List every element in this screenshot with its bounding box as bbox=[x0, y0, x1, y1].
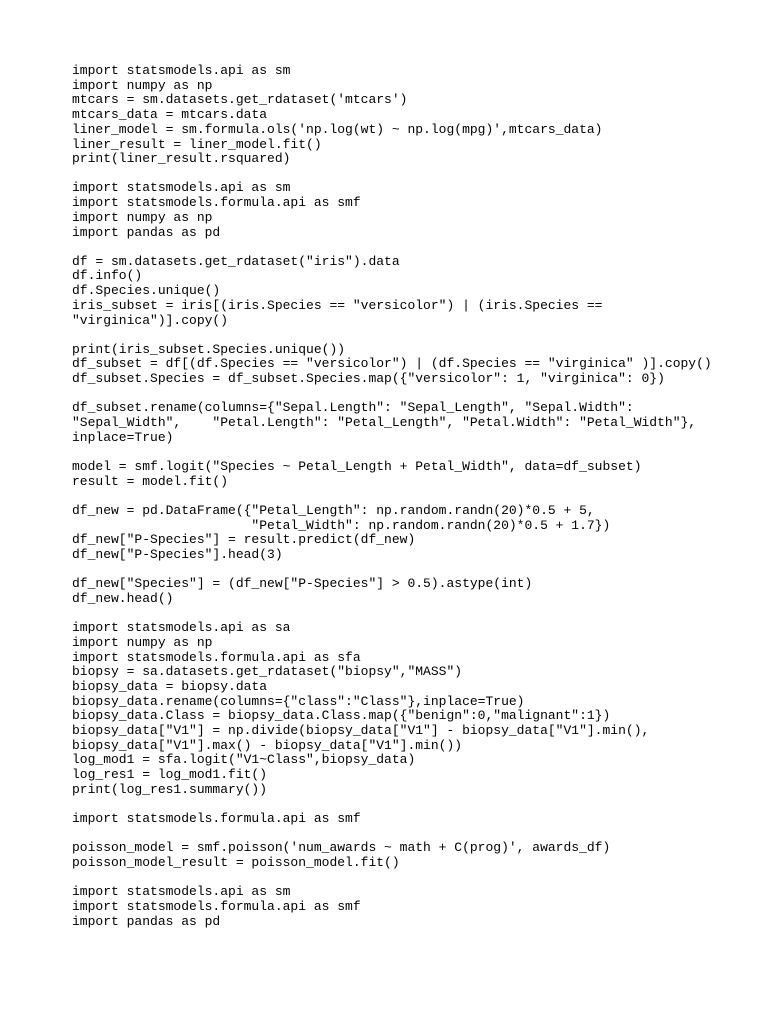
code-line: biopsy_data["V1"] = np.divide(biopsy_data["V1"] - biopsy_data["V1"].min(), bbox=[72, 723, 650, 739]
code-block-predict bbox=[72, 504, 752, 563]
code-block-threshold bbox=[72, 577, 752, 606]
code-line: df_new["Species"] = (df_new["P-Species"] > 0.5).astype(int) bbox=[72, 576, 533, 592]
code-line: import pandas as pd bbox=[72, 224, 221, 240]
code-line: df.info() bbox=[72, 268, 143, 284]
code-line: import statsmodels.api as sm bbox=[72, 884, 291, 900]
code-line: import statsmodels.api as sa bbox=[72, 620, 291, 636]
code-block-rename bbox=[72, 401, 752, 445]
code-line: print(liner_result.rsquared) bbox=[72, 151, 291, 167]
code-line: import statsmodels.formula.api as sfa bbox=[72, 649, 361, 665]
code-line: df_subset.Species = df_subset.Species.map({"versicolor": 1, "virginica": 0}) bbox=[72, 371, 665, 387]
code-line: biopsy_data = biopsy.data bbox=[72, 678, 268, 694]
code-line: df_subset.rename(columns={"Sepal.Length": "Sepal_Length", "Sepal.Width": bbox=[72, 400, 634, 416]
code-line: import statsmodels.formula.api as smf bbox=[72, 811, 361, 827]
code-line: df_subset = df[(df.Species == "versicolor") | (df.Species == "virginica" )].copy() bbox=[72, 356, 712, 372]
code-line: df = sm.datasets.get_rdataset("iris").data bbox=[72, 253, 400, 269]
code-line: import statsmodels.formula.api as smf bbox=[72, 898, 361, 914]
code-line: print(log_res1.summary()) bbox=[72, 781, 268, 797]
code-block-iris-load bbox=[72, 255, 752, 329]
code-line: mtcars = sm.datasets.get_rdataset('mtcars') bbox=[72, 92, 408, 108]
code-line: biopsy_data.rename(columns={"class":"Class"},inplace=True) bbox=[72, 693, 525, 709]
code-line: df_new["P-Species"] = result.predict(df_new) bbox=[72, 532, 416, 548]
code-line: df_new = pd.DataFrame({"Petal_Length": np.random.randn(20)*0.5 + 5, bbox=[72, 502, 595, 518]
code-line: biopsy_data.Class = biopsy_data.Class.map({"benign":0,"malignant":1}) bbox=[72, 708, 611, 724]
code-line: biopsy = sa.datasets.get_rdataset("biopsy","MASS") bbox=[72, 664, 463, 680]
code-block-mtcars-ols bbox=[72, 64, 752, 167]
code-line: import statsmodels.api as sm bbox=[72, 180, 291, 196]
code-line: df_new.head() bbox=[72, 590, 174, 606]
code-line: result = model.fit() bbox=[72, 473, 229, 489]
code-line: model = smf.logit("Species ~ Petal_Length + Petal_Width", data=df_subset) bbox=[72, 458, 642, 474]
code-document bbox=[72, 64, 752, 944]
code-line: biopsy_data["V1"].max() - biopsy_data["V1"].min()) bbox=[72, 737, 463, 753]
code-block-biopsy bbox=[72, 621, 752, 797]
code-line: df.Species.unique() bbox=[72, 283, 221, 299]
code-line: "Petal_Width": np.random.randn(20)*0.5 + 1.7}) bbox=[72, 517, 611, 533]
code-line: import numpy as np bbox=[72, 209, 213, 225]
code-line: "virginica")].copy() bbox=[72, 312, 229, 328]
code-line: print(iris_subset.Species.unique()) bbox=[72, 341, 346, 357]
code-line: import statsmodels.api as sm bbox=[72, 63, 291, 78]
code-line: "Sepal_Width", "Petal.Length": "Petal_Length", "Petal.Width": "Petal_Width"}, bbox=[72, 415, 697, 431]
code-line: import statsmodels.formula.api as smf bbox=[72, 195, 361, 211]
code-line: log_mod1 = sfa.logit("V1~Class",biopsy_data) bbox=[72, 752, 416, 768]
code-block-iris-subset bbox=[72, 343, 752, 387]
code-line: iris_subset = iris[(iris.Species == "versicolor") | (iris.Species == bbox=[72, 297, 603, 313]
code-block-smf-import bbox=[72, 812, 752, 827]
code-line: liner_model = sm.formula.ols('np.log(wt) ~ np.log(mpg)',mtcars_data) bbox=[72, 121, 603, 137]
code-block-imports bbox=[72, 181, 752, 240]
code-line: inplace=True) bbox=[72, 429, 174, 445]
code-line: df_new["P-Species"].head(3) bbox=[72, 546, 283, 562]
code-line: import pandas as pd bbox=[72, 913, 221, 929]
code-line: poisson_model_result = poisson_model.fit() bbox=[72, 854, 400, 870]
code-line: liner_result = liner_model.fit() bbox=[72, 136, 322, 152]
code-block-logit-model bbox=[72, 460, 752, 489]
code-line: log_res1 = log_mod1.fit() bbox=[72, 767, 268, 783]
code-line: mtcars_data = mtcars.data bbox=[72, 107, 268, 123]
code-line: poisson_model = smf.poisson('num_awards ~ math + C(prog)', awards_df) bbox=[72, 840, 611, 856]
code-line: import numpy as np bbox=[72, 77, 213, 93]
code-block-final-imports bbox=[72, 885, 752, 929]
code-block-poisson bbox=[72, 841, 752, 870]
code-line: import numpy as np bbox=[72, 634, 213, 650]
